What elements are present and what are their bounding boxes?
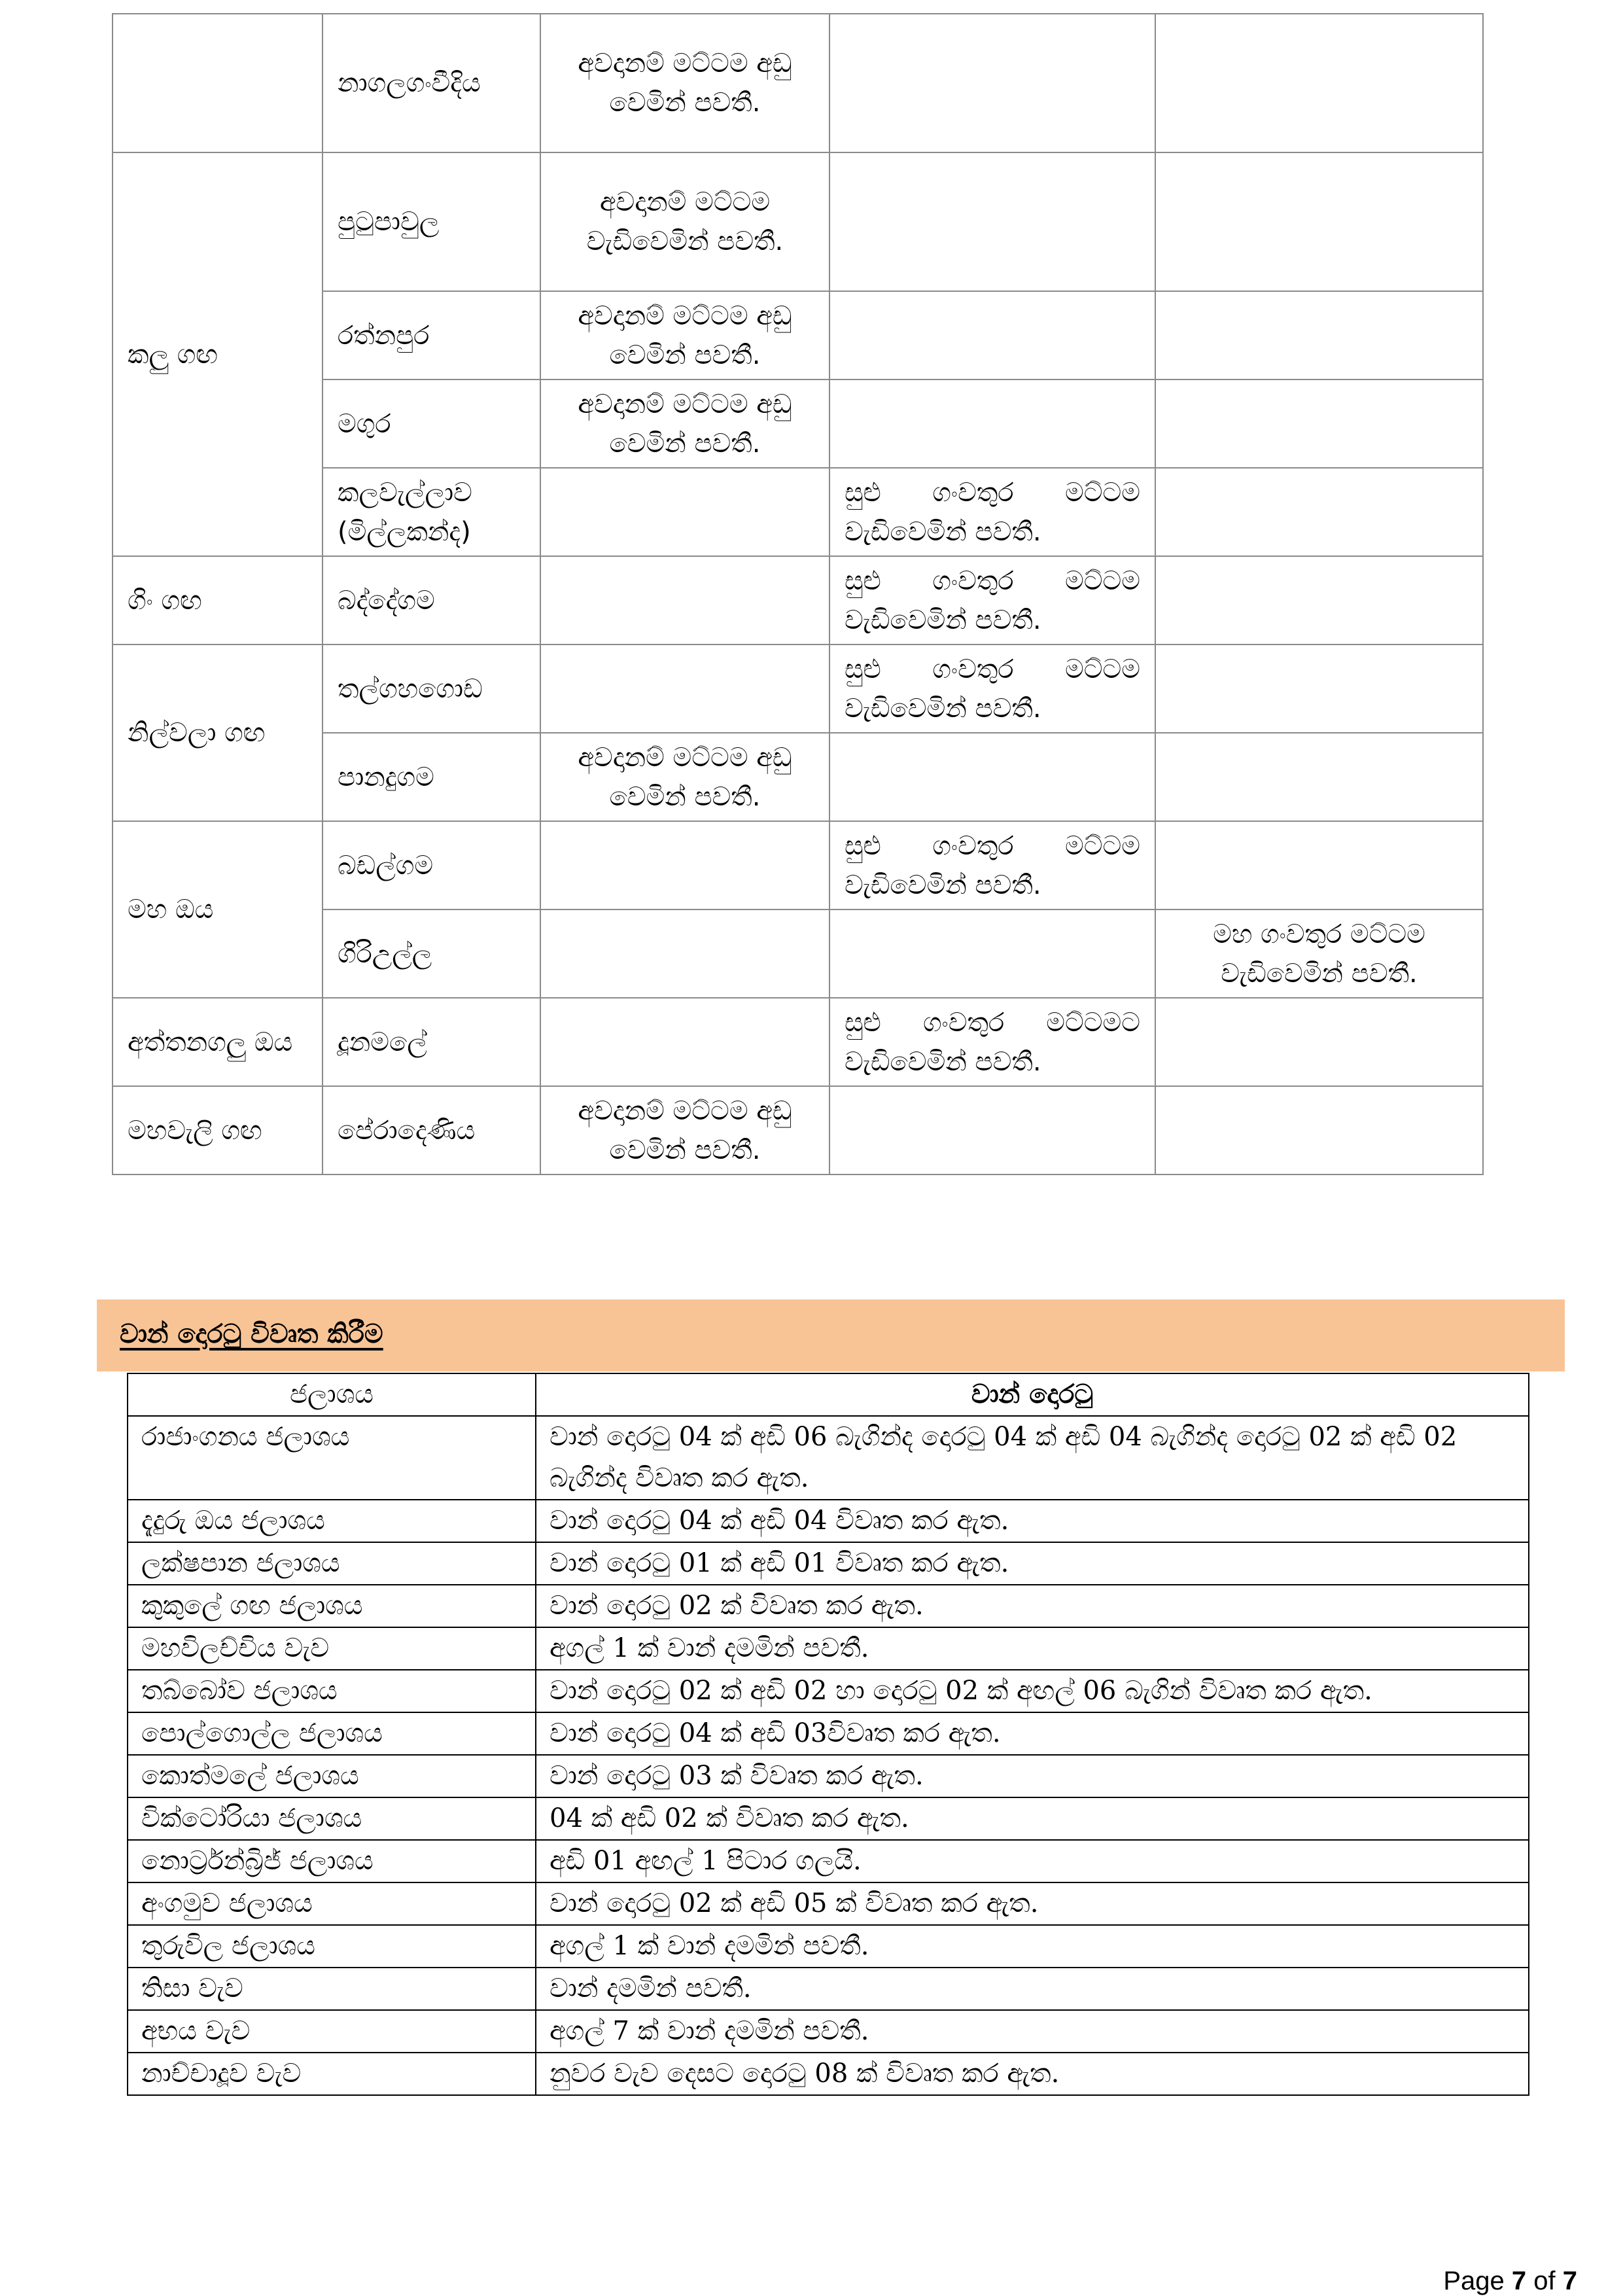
alert-level-cell: අවදානම් මට්ටම අඩු වෙමින් පවතී. bbox=[540, 1086, 829, 1174]
gate-status-cell: වාන් දොරටු 01 ක් අඩි 01 විවෘත කර ඇත. bbox=[536, 1542, 1529, 1585]
minor-flood-cell bbox=[829, 910, 1155, 998]
major-flood-cell bbox=[1155, 1086, 1483, 1174]
minor-flood-cell: සුළු ගංවතුර මට්ටමට වැඩිවෙමින් පවතී. bbox=[829, 998, 1155, 1086]
reservoir-cell: කුකුලේ ගඟ ජලාශය bbox=[128, 1585, 536, 1627]
gate-status-cell: වාන් දොරටු 02 ක් අඩි 05 ක් විවෘත කර ඇත. bbox=[536, 1882, 1529, 1925]
station-cell: පුටුපාවුල bbox=[323, 152, 540, 291]
of-word: of bbox=[1533, 2267, 1556, 2295]
table-row bbox=[128, 1627, 1529, 1670]
table-row bbox=[128, 1840, 1529, 1882]
station-cell: කලවැල්ලාව (මිල්ලකන්ද) bbox=[323, 468, 540, 556]
station-cell: නාගලගංවීදිය bbox=[323, 14, 540, 152]
reservoir-cell: ලක්ෂපාන ජලාශය bbox=[128, 1542, 536, 1585]
minor-flood-cell: සුළු ගංවතුර මට්ටම වැඩිවෙමින් පවතී. bbox=[829, 556, 1155, 645]
spill-gate-column-header: වාන් දොරටු bbox=[536, 1373, 1529, 1416]
station-cell: රත්නපුර bbox=[323, 291, 540, 380]
minor-flood-cell bbox=[829, 733, 1155, 821]
alert-level-cell: අවදානම් මට්ටම අඩු වෙමින් පවතී. bbox=[540, 14, 829, 152]
table-row bbox=[113, 645, 1483, 733]
major-flood-cell bbox=[1155, 556, 1483, 645]
gate-status-cell: වාන් දොරටු 04 ක් අඩි 03විවෘත කර ඇත. bbox=[536, 1712, 1529, 1755]
minor-flood-cell: සුළු ගංවතුර මට්ටම වැඩිවෙමින් පවතී. bbox=[829, 821, 1155, 910]
gate-status-cell: වාන් දොරටු 04 ක් අඩි 06 බැගින්ද දොරටු 04 ක් අඩි 04 බැගින්ද දොරටු 02 ක් අඩි 02 බැගින්ද විවෘත කර ඇත. bbox=[536, 1416, 1529, 1500]
minor-flood-cell: සුළු ගංවතුර මට්ටම වැඩිවෙමින් පවතී. bbox=[829, 645, 1155, 733]
minor-flood-cell bbox=[829, 1086, 1155, 1174]
station-cell: මගුර bbox=[323, 380, 540, 468]
table-row bbox=[113, 152, 1483, 291]
table-row bbox=[128, 1542, 1529, 1585]
alert-level-cell: අවදානම් මට්ටම අඩු වෙමින් පවතී. bbox=[540, 733, 829, 821]
reservoir-cell: වික්ටෝරියා ජලාශය bbox=[128, 1797, 536, 1840]
table-row bbox=[128, 1712, 1529, 1755]
table-row bbox=[128, 2010, 1529, 2053]
river-basin-cell: අත්තනගලු ඔය bbox=[113, 998, 323, 1086]
table-row bbox=[128, 1755, 1529, 1797]
river-level-table bbox=[112, 13, 1484, 1175]
gate-status-cell: අගල් 7 ක් වාන් දමමින් පවතී. bbox=[536, 2010, 1529, 2053]
major-flood-cell bbox=[1155, 14, 1483, 152]
river-basin-cell: ගිං ගඟ bbox=[113, 556, 323, 645]
reservoir-cell: තුරුවිල ජලාශය bbox=[128, 1925, 536, 1968]
minor-flood-cell bbox=[829, 380, 1155, 468]
minor-flood-cell bbox=[829, 291, 1155, 380]
major-flood-cell bbox=[1155, 733, 1483, 821]
table-row bbox=[113, 821, 1483, 910]
gate-status-cell: අගල් 1 ක් වාන් දමමින් පවතී. bbox=[536, 1925, 1529, 1968]
gate-status-cell: 04 ක් අඩි 02 ක් විවෘත කර ඇත. bbox=[536, 1797, 1529, 1840]
minor-flood-cell bbox=[829, 152, 1155, 291]
station-cell: පානදුගම bbox=[323, 733, 540, 821]
table-row bbox=[128, 1416, 1529, 1500]
table-row bbox=[128, 1968, 1529, 2010]
station-cell: තල්ගහගොඩ bbox=[323, 645, 540, 733]
reservoir-cell: රාජාංගනය ජලාශය bbox=[128, 1416, 536, 1500]
reservoir-cell: අභය වැව bbox=[128, 2010, 536, 2053]
alert-level-cell bbox=[540, 468, 829, 556]
minor-flood-cell bbox=[829, 14, 1155, 152]
river-basin-cell bbox=[113, 14, 323, 152]
table-row bbox=[128, 1585, 1529, 1627]
table-row bbox=[113, 556, 1483, 645]
alert-level-cell bbox=[540, 821, 829, 910]
station-cell: දූනමලේ bbox=[323, 998, 540, 1086]
alert-level-cell: අවදානම් මට්ටම වැඩිවෙමින් පවතී. bbox=[540, 152, 829, 291]
alert-level-cell bbox=[540, 556, 829, 645]
table-row bbox=[113, 1086, 1483, 1174]
current-page-number: 7 bbox=[1511, 2267, 1527, 2295]
table-row bbox=[128, 2053, 1529, 2095]
gate-status-cell: අගල් 1 ක් වාන් දමමින් පවතී. bbox=[536, 1627, 1529, 1670]
reservoir-cell: පොල්ගොල්ල ජලාශය bbox=[128, 1712, 536, 1755]
major-flood-cell: මහ ගංවතුර මට්ටම වැඩිවෙමින් පවතී. bbox=[1155, 910, 1483, 998]
section-title: වාන් දොරටු විවෘත කිරීම bbox=[120, 1319, 383, 1349]
river-basin-cell: නිල්වලා ගඟ bbox=[113, 645, 323, 821]
major-flood-cell bbox=[1155, 152, 1483, 291]
reservoir-cell: නොර්ට්‍රන්බ්‍රිජ් ජලාශය bbox=[128, 1840, 536, 1882]
table-row bbox=[113, 998, 1483, 1086]
table-row bbox=[128, 1925, 1529, 1968]
total-page-number: 7 bbox=[1562, 2267, 1577, 2295]
gate-status-cell: නුවර වැව දෙසට දොරටු 08 ක් විවෘත කර ඇත. bbox=[536, 2053, 1529, 2095]
gate-status-cell: වාන් දමමින් පවතී. bbox=[536, 1968, 1529, 2010]
major-flood-cell bbox=[1155, 468, 1483, 556]
table-header-row bbox=[128, 1373, 1529, 1416]
station-cell: බඩල්ගම bbox=[323, 821, 540, 910]
reservoir-cell: දැදුරු ඔය ජලාශය bbox=[128, 1500, 536, 1542]
alert-level-cell bbox=[540, 645, 829, 733]
table-row bbox=[113, 14, 1483, 152]
station-cell: පේරාදෙණිය bbox=[323, 1086, 540, 1174]
minor-flood-cell: සුළු ගංවතුර මට්ටම වැඩිවෙමින් පවතී. bbox=[829, 468, 1155, 556]
major-flood-cell bbox=[1155, 998, 1483, 1086]
gate-status-cell: වාන් දොරටු 04 ක් අඩි 04 විවෘත කර ඇත. bbox=[536, 1500, 1529, 1542]
river-basin-cell: කලු ගඟ bbox=[113, 152, 323, 556]
major-flood-cell bbox=[1155, 645, 1483, 733]
table-row bbox=[128, 1500, 1529, 1542]
reservoir-cell: නාච්චාදූව වැව bbox=[128, 2053, 536, 2095]
gate-status-cell: වාන් දොරටු 03 ක් විවෘත කර ඇත. bbox=[536, 1755, 1529, 1797]
station-cell: බද්දේගම bbox=[323, 556, 540, 645]
spill-gate-table bbox=[127, 1373, 1529, 2096]
reservoir-cell: මහවිලච්චිය වැව bbox=[128, 1627, 536, 1670]
river-basin-cell: මහ ඔය bbox=[113, 821, 323, 998]
major-flood-cell bbox=[1155, 821, 1483, 910]
page-number-footer bbox=[1443, 2267, 1577, 2296]
alert-level-cell: අවදානම් මට්ටම අඩු වෙමින් පවතී. bbox=[540, 291, 829, 380]
reservoir-cell: තබ්බෝව ජලාශය bbox=[128, 1670, 536, 1712]
gate-status-cell: වාන් දොරටු 02 ක් විවෘත කර ඇත. bbox=[536, 1585, 1529, 1627]
alert-level-cell bbox=[540, 998, 829, 1086]
reservoir-column-header: ජලාශය bbox=[128, 1373, 536, 1416]
page-word: Page bbox=[1443, 2267, 1505, 2295]
table-row bbox=[128, 1882, 1529, 1925]
major-flood-cell bbox=[1155, 380, 1483, 468]
reservoir-cell: තිසා වැව bbox=[128, 1968, 536, 2010]
table-row bbox=[128, 1670, 1529, 1712]
table-row bbox=[128, 1797, 1529, 1840]
alert-level-cell bbox=[540, 910, 829, 998]
reservoir-cell: කොත්මලේ ජලාශය bbox=[128, 1755, 536, 1797]
gate-status-cell: අඩි 01 අඟල් 1 පිටාර ගලයි. bbox=[536, 1840, 1529, 1882]
gate-status-cell: වාන් දොරටු 02 ක් අඩි 02 හා දොරටු 02 ක් අඟල් 06 බැගින් විවෘත කර ඇත. bbox=[536, 1670, 1529, 1712]
river-basin-cell: මහවැලි ගඟ bbox=[113, 1086, 323, 1174]
major-flood-cell bbox=[1155, 291, 1483, 380]
alert-level-cell: අවදානම් මට්ටම අඩු වෙමින් පවතී. bbox=[540, 380, 829, 468]
reservoir-cell: අංගමුව ජලාශය bbox=[128, 1882, 536, 1925]
station-cell: ගිරිඋල්ල bbox=[323, 910, 540, 998]
